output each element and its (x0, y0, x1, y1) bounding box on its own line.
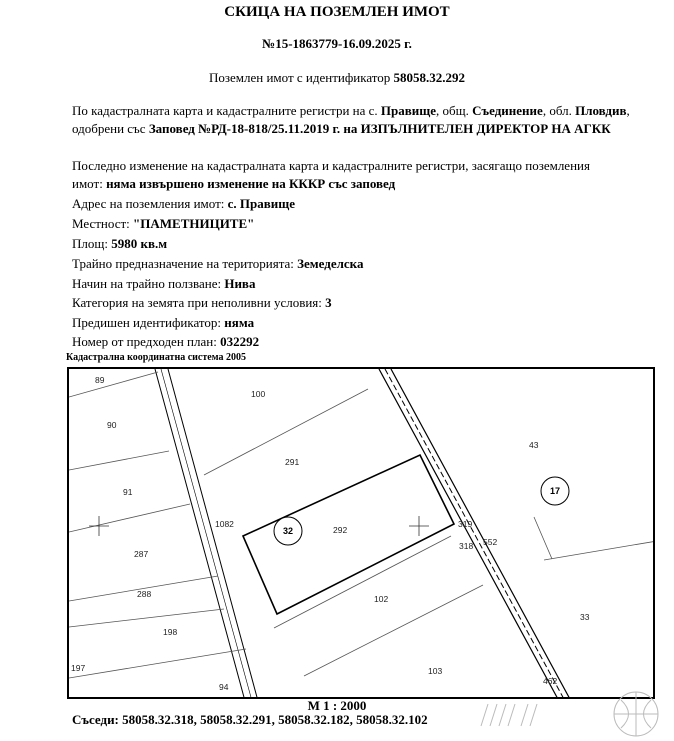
region-name: Пловдив (575, 103, 627, 118)
field-prev-plan (72, 333, 632, 351)
field-category (72, 294, 632, 312)
field-label: Номер от предходен план: (72, 334, 217, 349)
parcel-label: 89 (95, 375, 105, 385)
last-change-paragraph (72, 157, 632, 193)
parcel-label: 292 (333, 525, 348, 535)
coordinate-system-label: Кадастрална координатна система 2005 (66, 352, 246, 363)
map-svg (69, 369, 655, 699)
cadastral-map (67, 367, 655, 699)
parcel-label: 43 (529, 440, 539, 450)
field-area (72, 235, 632, 253)
circled-label-32: 32 (282, 526, 294, 536)
field-label: Площ: (72, 236, 108, 251)
field-usage (72, 275, 632, 293)
watermark-logo (476, 686, 666, 741)
field-value: "ПАМЕТНИЦИТЕ" (133, 216, 255, 231)
field-locality (72, 215, 632, 233)
road-right (379, 369, 571, 699)
municipality-name: Съединение (472, 103, 543, 118)
parcel-label: 198 (163, 627, 178, 637)
parcel-label: 291 (285, 457, 300, 467)
approval-text-4: , одобрени със (72, 103, 630, 136)
parcel-label: 319 (458, 519, 473, 529)
parcel-label: 94 (219, 682, 229, 692)
field-label: Адрес на поземления имот: (72, 196, 225, 211)
field-label: Категория на земята при неполивни условия: (72, 295, 322, 310)
field-value: 3 (325, 295, 332, 310)
approval-text-1: По кадастралната карта и кадастралните регистри на с. (72, 103, 378, 118)
field-value: 5980 кв.м (111, 236, 168, 251)
identifier-label: Поземлен имот с идентификатор (208, 70, 391, 85)
parcel-label: 102 (374, 594, 389, 604)
field-address (72, 195, 632, 213)
parcel-boundaries (69, 372, 655, 678)
parcel-label: 90 (107, 420, 117, 430)
field-value: 032292 (220, 334, 260, 349)
village-name: Правище (380, 103, 437, 118)
parcel-label: 100 (251, 389, 266, 399)
parcel-label: 33 (580, 612, 590, 622)
crosshair-marks (89, 516, 429, 536)
map-scale: М 1 : 2000 (307, 698, 367, 713)
approval-text-3: , обл. (542, 103, 572, 118)
field-value: Земеделска (297, 256, 364, 271)
document-title: СКИЦА НА ПОЗЕМЛЕН ИМОТ (224, 4, 450, 20)
parcel-label: 462 (543, 676, 558, 686)
identifier-value: 58058.32.292 (393, 70, 466, 85)
identifier-line (0, 70, 674, 86)
parcel-label: 1082 (215, 519, 234, 529)
parcel-label: 91 (123, 487, 133, 497)
document-number: №15-1863779-16.09.2025 г. (262, 36, 412, 51)
parcel-label: 103 (428, 666, 443, 676)
parcel-label: 197 (71, 663, 86, 673)
field-value: Нива (224, 276, 256, 291)
parcel-label: 287 (134, 549, 149, 559)
parcel-labels (71, 375, 590, 692)
last-change-value: няма извършено изменение на КККР със заповед (106, 176, 396, 191)
field-label: Трайно предназначение на територията: (72, 256, 294, 271)
field-label: Местност: (72, 216, 130, 231)
neighbors-value: 58058.32.318, 58058.32.291, 58058.32.182, 58058.32.102 (122, 712, 428, 727)
field-prev-id (72, 314, 632, 332)
approval-paragraph (72, 102, 632, 138)
neighbors-line (72, 712, 428, 728)
parcel-label: 288 (137, 589, 152, 599)
approval-text-2: , общ. (436, 103, 469, 118)
neighbors-label: Съседи: (72, 712, 119, 727)
circled-label-17: 17 (549, 486, 561, 496)
order-text-2: ДИРЕКТОР НА АГКК (476, 121, 611, 136)
circled-markers (274, 477, 569, 545)
field-value: няма (224, 315, 255, 330)
field-purpose (72, 255, 632, 273)
parcel-label: 552 (483, 537, 498, 547)
order-text: Заповед №РД-18-818/25.11.2019 г. на ИЗПЪЛНИТЕЛЕН (148, 121, 474, 136)
field-label: Начин на трайно ползване: (72, 276, 222, 291)
last-change-label: имот: (72, 176, 103, 191)
last-change-text: Последно изменение на кадастралната карта и кадастралните регистри, засягащо поземления (72, 158, 590, 173)
parcel-label: 318 (459, 541, 474, 551)
field-value: с. Правище (227, 196, 296, 211)
field-label: Предишен идентификатор: (72, 315, 222, 330)
